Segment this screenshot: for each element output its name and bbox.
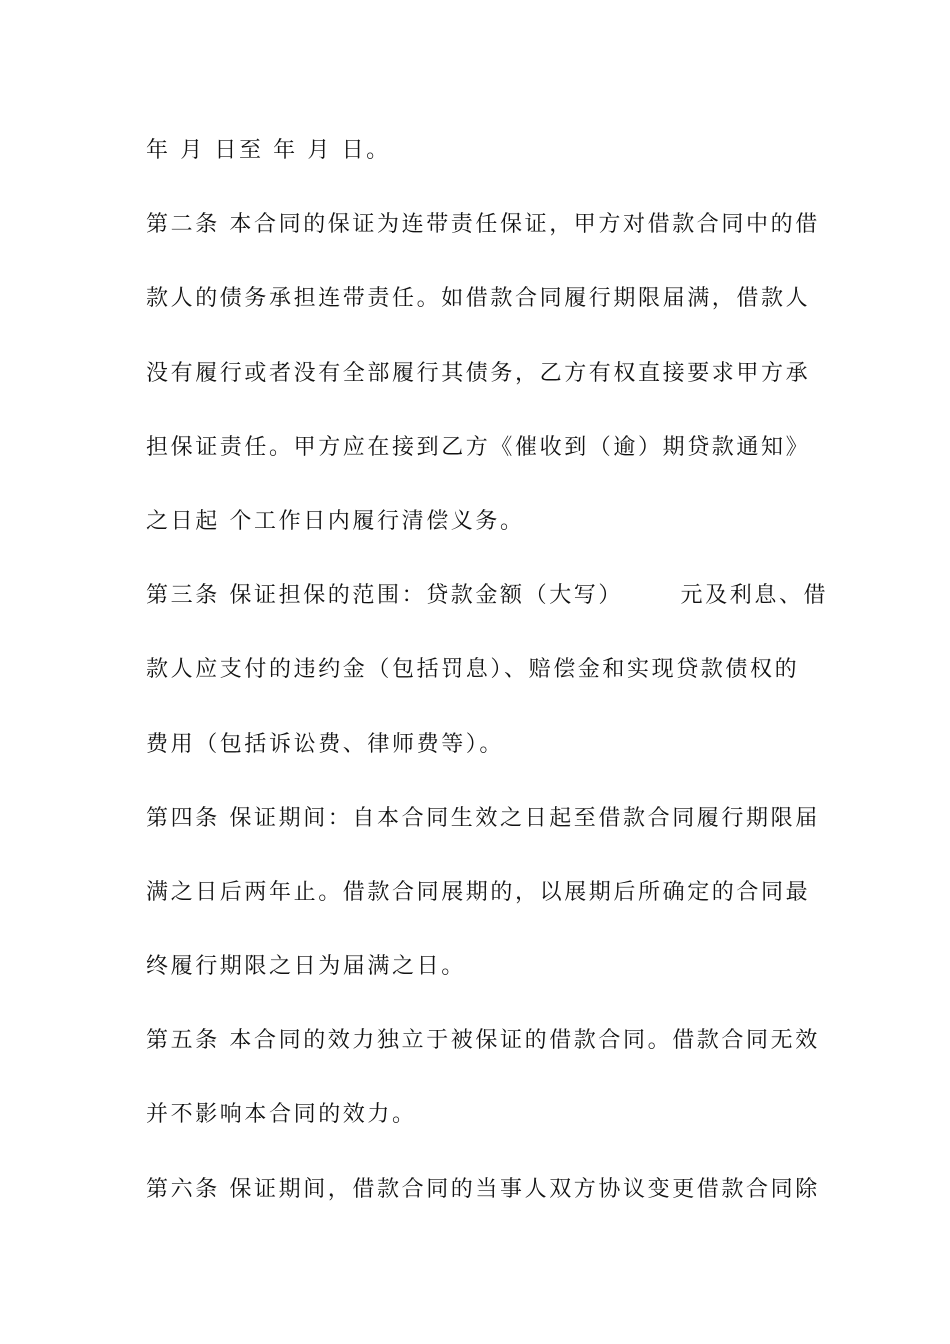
text-line: 没有履行或者没有全部履行其债务，乙方有权直接要求甲方承	[146, 360, 811, 386]
text-line: 款人的债务承担连带责任。如借款合同履行期限届满，借款人	[146, 286, 811, 312]
text-line: 满之日后两年止。借款合同展期的，以展期后所确定的合同最	[146, 879, 811, 905]
contract-text-block	[146, 127, 829, 1240]
text-line: 第五条 本合同的效力独立于被保证的借款合同。借款合同无效	[146, 1028, 820, 1054]
text-line: 费用（包括诉讼费、律师费等）。	[146, 731, 505, 757]
text-line: 第四条 保证期间：自本合同生效之日起至借款合同履行期限届	[146, 805, 820, 831]
text-line: 第六条 保证期间，借款合同的当事人双方协议变更借款合同除	[146, 1176, 820, 1202]
text-line: 终履行期限之日为届满之日。	[146, 954, 466, 980]
text-line: 之日起 个工作日内履行清偿义务。	[146, 508, 525, 534]
text-line: 第三条 保证担保的范围：贷款金额（大写） 元及利息、借	[146, 583, 829, 609]
text-line: 并不影响本合同的效力。	[146, 1102, 417, 1128]
text-line: 年 月 日至 年 月 日。	[146, 138, 391, 163]
text-line: 款人应支付的违约金（包括罚息）、赔偿金和实现贷款债权的	[146, 657, 800, 683]
text-line: 担保证责任。甲方应在接到乙方《催收到（逾）期贷款通知》	[146, 434, 811, 460]
text-line: 第二条 本合同的保证为连带责任保证，甲方对借款合同中的借	[146, 212, 820, 238]
